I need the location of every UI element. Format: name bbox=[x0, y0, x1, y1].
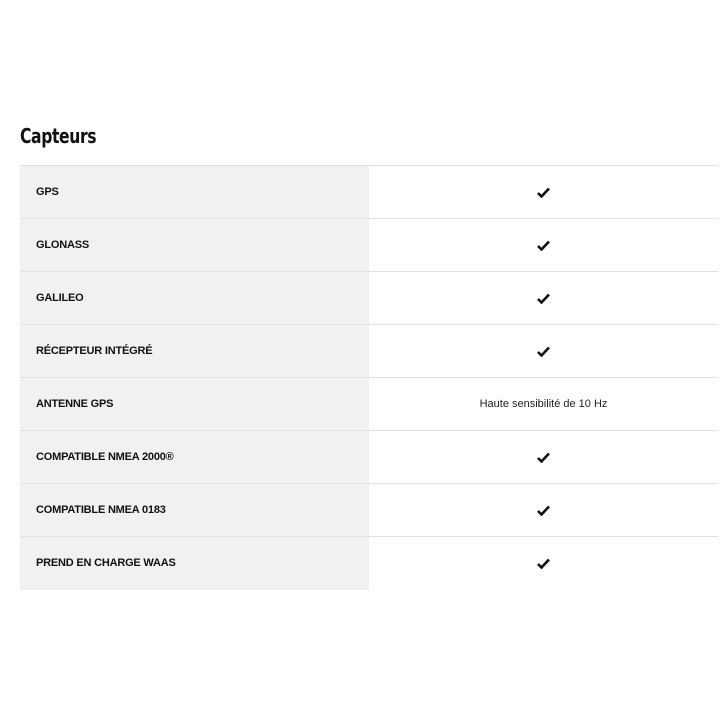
spec-label: PREND EN CHARGE WAAS bbox=[20, 537, 369, 590]
spec-label: GPS bbox=[20, 166, 369, 219]
spec-value bbox=[369, 219, 718, 272]
spec-row-waas bbox=[20, 537, 718, 590]
spec-value bbox=[369, 537, 718, 590]
spec-row-nmea-0183 bbox=[20, 484, 718, 537]
spec-value bbox=[369, 484, 718, 537]
spec-value bbox=[369, 272, 718, 325]
check-icon bbox=[537, 240, 550, 251]
spec-value bbox=[369, 166, 718, 219]
spec-row-glonass bbox=[20, 219, 718, 272]
spec-label: GLONASS bbox=[20, 219, 369, 272]
spec-table bbox=[20, 165, 718, 590]
spec-row-recepteur-integre bbox=[20, 325, 718, 378]
spec-label: ANTENNE GPS bbox=[20, 378, 369, 431]
check-icon bbox=[537, 187, 550, 198]
spec-value bbox=[369, 325, 718, 378]
check-icon bbox=[537, 293, 550, 304]
section-title: Capteurs bbox=[20, 124, 97, 148]
spec-label: RÉCEPTEUR INTÉGRÉ bbox=[20, 325, 369, 378]
spec-label: GALILEO bbox=[20, 272, 369, 325]
spec-row-galileo bbox=[20, 272, 718, 325]
check-icon bbox=[537, 505, 550, 516]
spec-row-nmea-2000 bbox=[20, 431, 718, 484]
spec-value bbox=[369, 431, 718, 484]
spec-label: COMPATIBLE NMEA 2000® bbox=[20, 431, 369, 484]
check-icon bbox=[537, 452, 550, 463]
spec-value-text: Haute sensibilité de 10 Hz bbox=[369, 378, 718, 431]
spec-label: COMPATIBLE NMEA 0183 bbox=[20, 484, 369, 537]
spec-row-antenne-gps bbox=[20, 378, 718, 431]
spec-row-gps bbox=[20, 166, 718, 219]
check-icon bbox=[537, 346, 550, 357]
check-icon bbox=[537, 558, 550, 569]
